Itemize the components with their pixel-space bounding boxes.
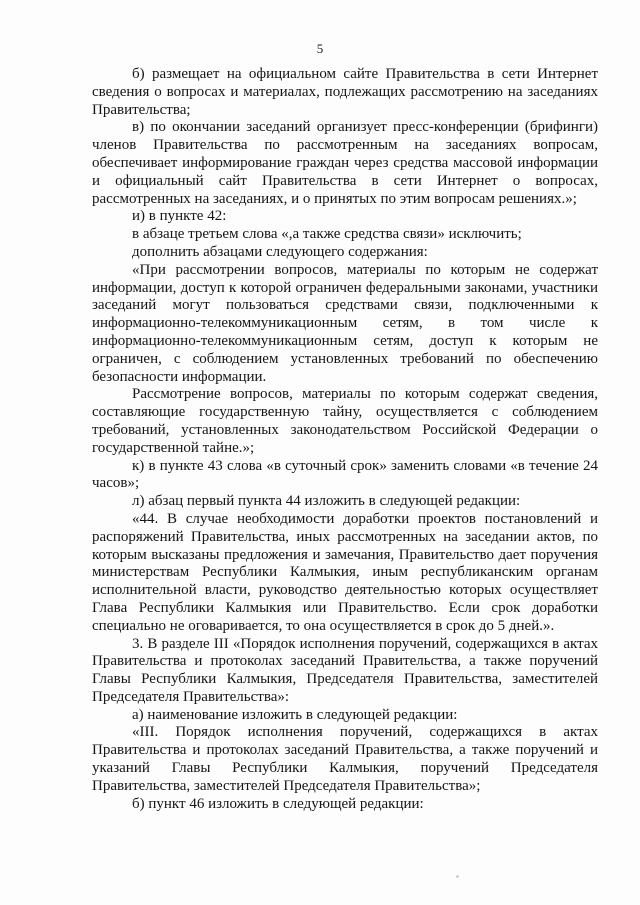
page-number: 5 [316, 41, 324, 56]
paragraph-p6: «При рассмотрении вопросов, материалы по которым не содержат информации, доступ к которой ограничен федеральными законами, участники заседаний могут пользоваться средствами связи, подключенными к информационно-телекоммуникационным сетям, в том числе к информационно-телекоммуникационным сетям, доступ к которым не ограничен, с соблюдением установленных требований по обеспечению безопасности информации. [92, 261, 598, 385]
paragraph-p5: дополнить абзацами следующего содержания: [132, 243, 428, 260]
paragraph-p14: б) пункт 46 изложить в следующей редакции: [132, 795, 424, 812]
paragraph-p12: а) наименование изложить в следующей редакции: [132, 706, 458, 723]
scan-dot [456, 875, 459, 878]
paragraph-p10: «44. В случае необходимости доработки проектов постановлений и распоряжений Правительства, иных рассмотренных на заседании актов, по которым высказаны предложения и замечания, Правительство дает поручения министерствам Республики Калмыкия, иным республиканским органам исполнительной власти, руководство деятельностью которых осуществляет Глава Республики Калмыкия или Правительство. Если срок доработки специально не оговаривается, то она осуществляется в срок до 5 дней.». [92, 510, 598, 634]
paragraph-p9: л) абзац первый пункта 44 изложить в следующей редакции: [132, 493, 521, 510]
paragraph-p2: в) по окончании заседаний организует пресс-конференции (брифинги) членов Правительства по рассмотренным на заседаниях вопросам, обеспечивает информирование граждан через средства массовой информации и официальный сайт Правительства в сети Интернет о вопросах, рассмотренных на заседаниях, и о принятых по этим вопросам решениях.»; [92, 119, 598, 207]
paragraph-p3: и) в пункте 42: [132, 208, 227, 225]
document-body [92, 66, 598, 813]
paragraph-p11: 3. В разделе III «Порядок исполнения поручений, содержащихся в актах Правительства и протоколах заседаний Правительства, а также поручений Главы Республики Калмыкия, Председателя Правительства, заместителей Председателя Правительства»: [92, 635, 598, 705]
paragraph-p4: в абзаце третьем слова «,а также средства связи» исключить; [132, 226, 522, 243]
paragraph-p13: «III. Порядок исполнения поручений, содержащихся в актах Правительства и протоколах заседаний Правительства, а также поручений и указаний Главы Республики Калмыкия, поручений Председателя Правительства, заместителей Председателя Правительства»; [92, 724, 598, 794]
paragraph-p7: Рассмотрение вопросов, материалы по которым содержат сведения, составляющие государственную тайну, осуществляется с соблюдением требований, установленных законодательством Российской Федерации о государственной тайне.»; [92, 386, 598, 456]
paragraph-p1: б) размещает на официальном сайте Правительства в сети Интернет сведения о вопросах и материалах, подлежащих рассмотрению на заседаниях Правительства; [92, 66, 598, 118]
paragraph-p8: к) в пункте 43 слова «в суточный срок» заменить словами «в течение 24 часов»; [92, 457, 598, 492]
